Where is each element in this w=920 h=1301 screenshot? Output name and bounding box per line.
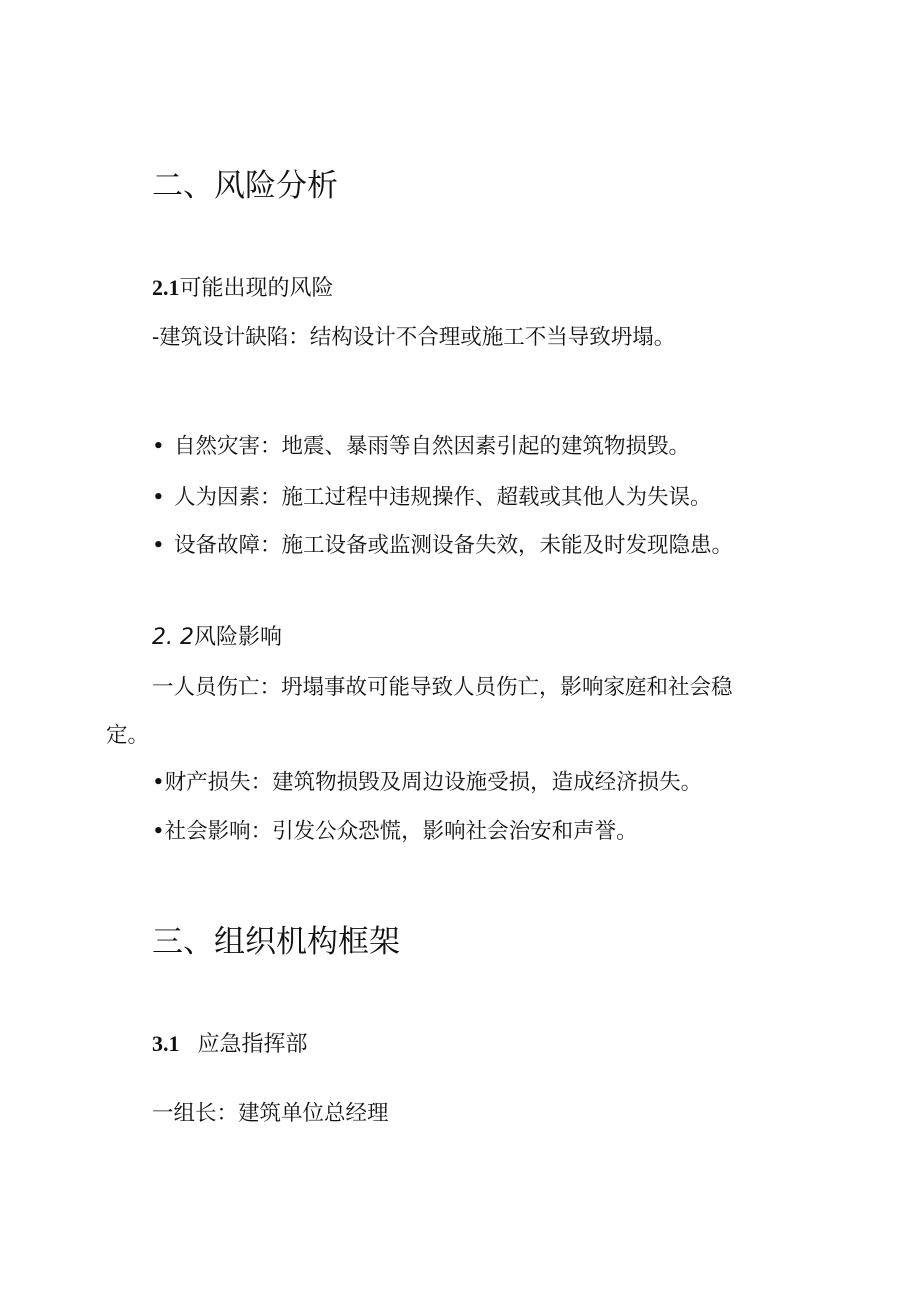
bullet-text: 人为因素：施工过程中违规操作、超载或其他人为失误。: [174, 485, 712, 510]
impact-casualties-line-2: 定。: [106, 723, 150, 748]
subsection-title: 风险影响: [193, 625, 282, 650]
section-3-heading: 三、组织机构框架: [152, 924, 400, 960]
bullet-marker: •: [152, 533, 165, 558]
bullet-marker: •: [152, 485, 165, 510]
command-leader: 一组长：建筑单位总经理: [152, 1101, 389, 1126]
impact-casualties-line-1: 一人员伤亡：坍塌事故可能导致人员伤亡，影响家庭和社会稳: [152, 675, 733, 700]
risk-bullet-human: [152, 487, 712, 509]
impact-social: •社会影响：引发公众恐慌，影响社会治安和声誉。: [152, 819, 638, 844]
impact-property-loss: •财产损失：建筑物损毁及周边设施受损，造成经济损失。: [152, 770, 703, 795]
subsection-2-2-heading: [152, 627, 282, 649]
subsection-title: 应急指挥部: [197, 1032, 308, 1057]
bullet-text: 设备故障：施工设备或监测设备失效，未能及时发现隐患。: [174, 533, 734, 558]
section-2-heading: 二、风险分析: [152, 168, 338, 204]
bullet-marker: •: [152, 434, 165, 459]
subsection-number: 2. 2: [152, 625, 194, 650]
bullet-text: 自然灾害：地震、暴雨等自然因素引起的建筑物损毁。: [174, 434, 691, 459]
risk-bullet-equipment: [152, 535, 733, 557]
subsection-3-1-heading: [152, 1033, 308, 1056]
risk-bullet-natural: [152, 436, 690, 458]
subsection-title: 可能出现的风险: [179, 276, 334, 301]
subsection-number: 2.1: [152, 275, 180, 300]
risk-item-design-defect: -建筑设计缺陷：结构设计不合理或施工不当导致坍塌。: [152, 325, 676, 350]
subsection-number: 3.1: [152, 1031, 180, 1056]
subsection-2-1-heading: [152, 277, 334, 300]
